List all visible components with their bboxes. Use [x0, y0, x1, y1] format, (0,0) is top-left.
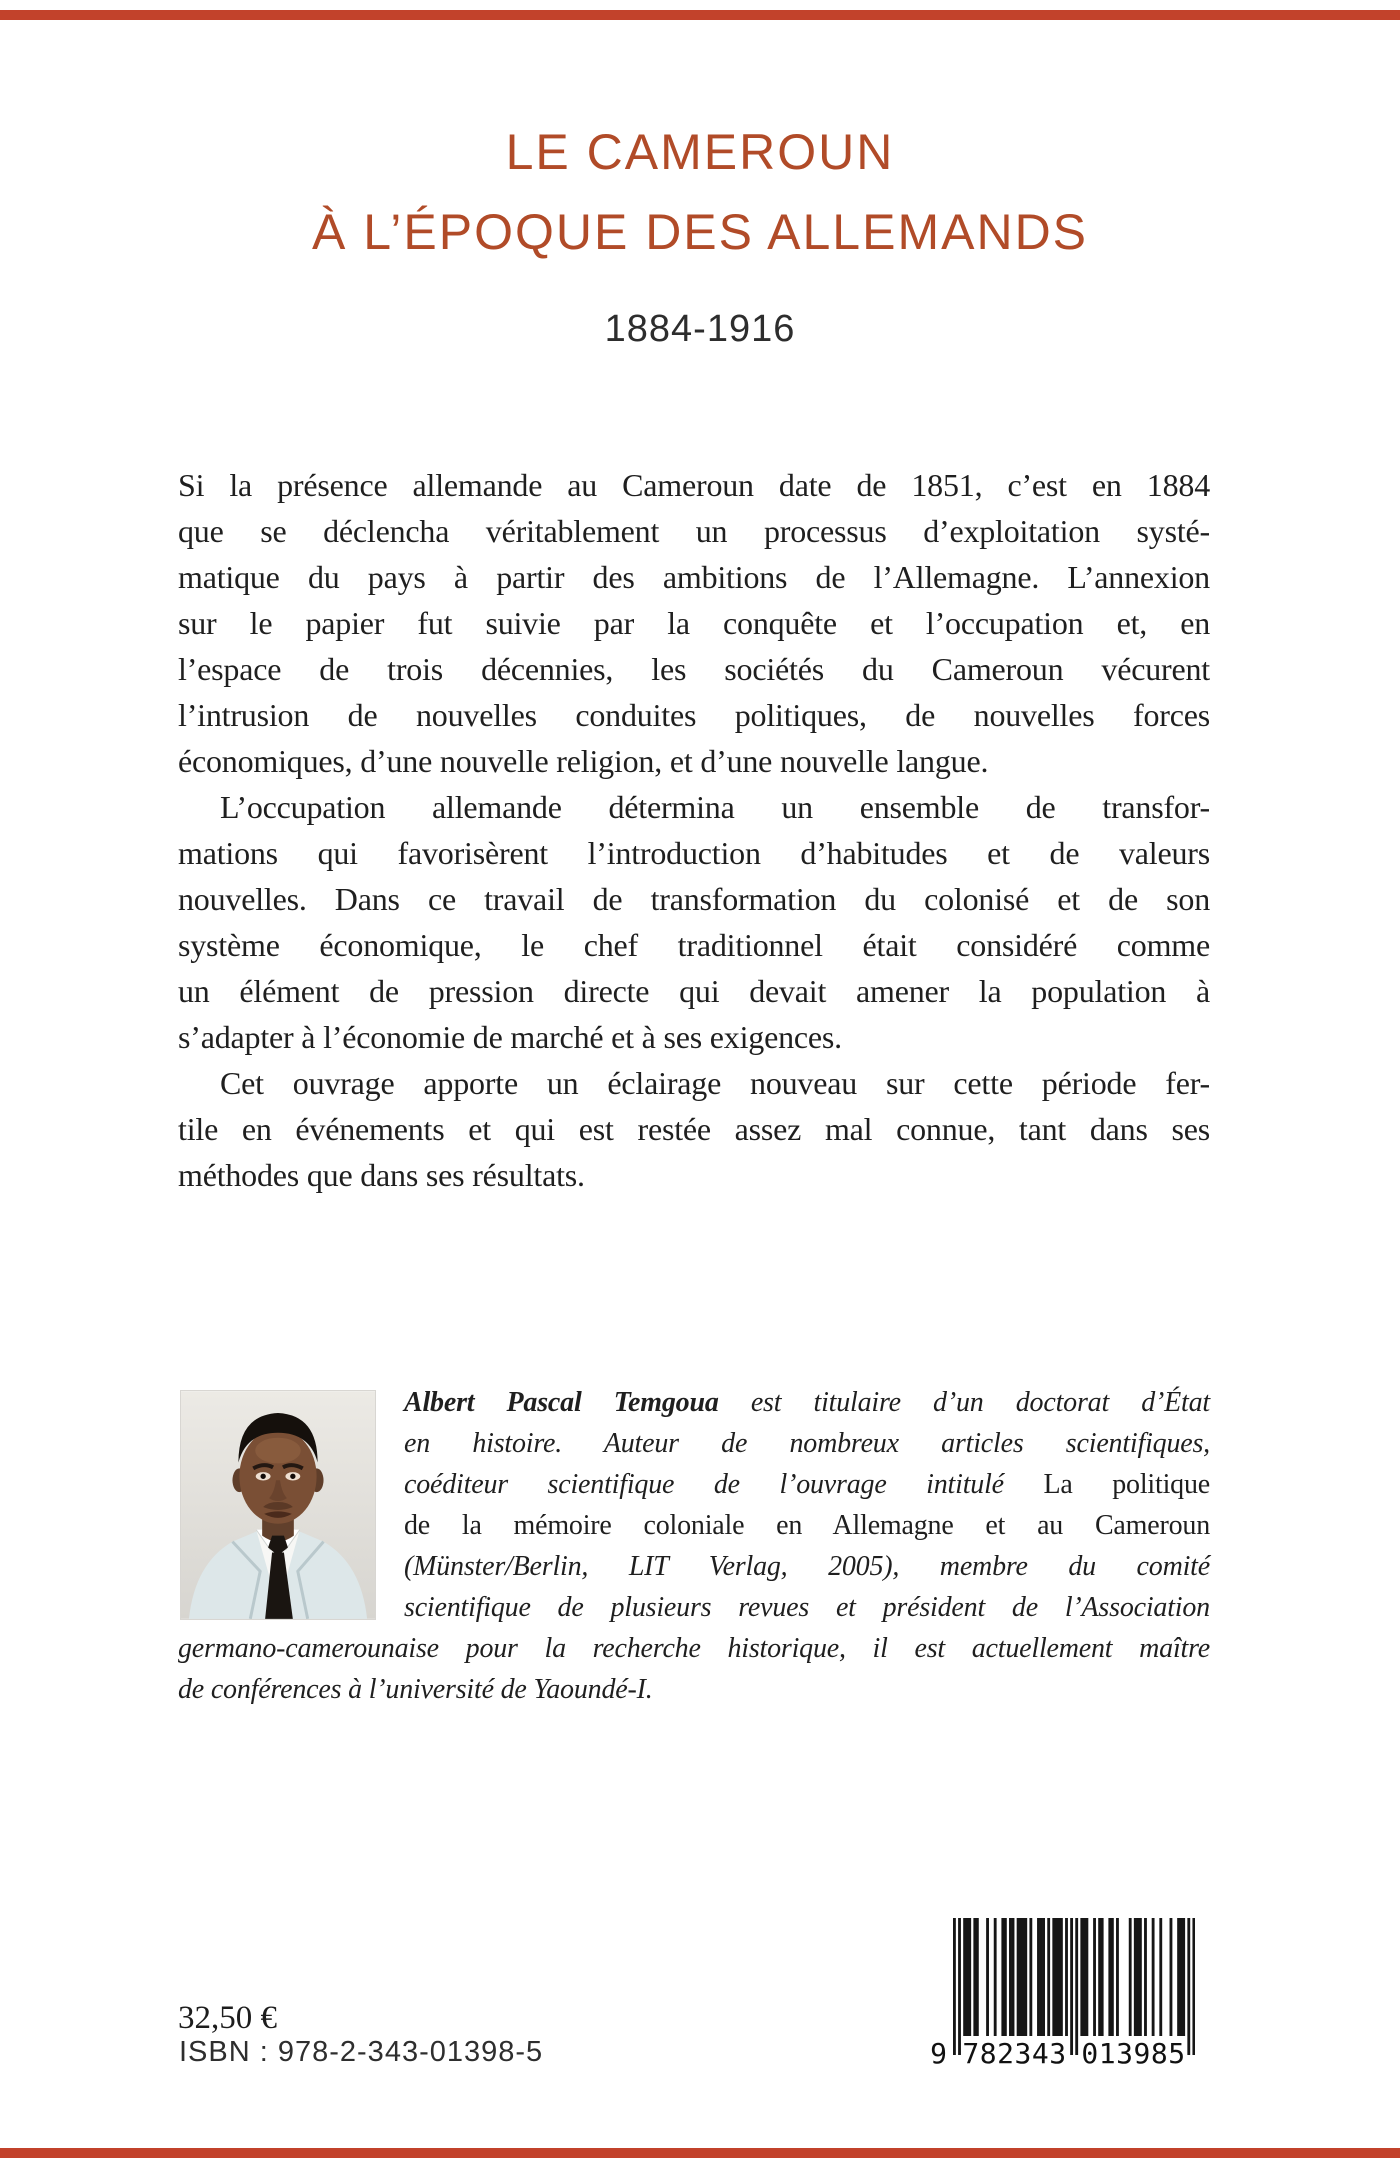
isbn-label: ISBN : 978-2-343-01398-5 — [179, 2036, 544, 2068]
bio-line: de conférences à l’université de Yaoundé-I. — [178, 1674, 653, 1705]
synopsis-line: l’intrusion de nouvelles conduites politiques, de nouvelles forces — [178, 697, 1210, 733]
synopsis-line: un élément de pression directe qui devait amener la population à — [178, 973, 1210, 1009]
synopsis-line: sur le papier fut suivie par la conquête et l’occupation et, en — [178, 605, 1210, 641]
barcode — [930, 1918, 1195, 2070]
synopsis-line: que se déclencha véritablement un processus d’exploitation systé- — [178, 513, 1210, 549]
synopsis-line: économiques, d’une nouvelle religion, et d’une nouvelle langue. — [178, 743, 989, 779]
barcode-digits-left: 782343 — [962, 2037, 1067, 2070]
bio-line: scientifique de plusieurs revues et président de l’Association — [404, 1592, 1210, 1623]
bio-line: (Münster/Berlin, LIT Verlag, 2005), membre du comité — [404, 1551, 1210, 1582]
book-title-line2: À L’ÉPOQUE DES ALLEMANDS — [311, 204, 1089, 260]
price-label: 32,50 € — [178, 2000, 277, 2036]
barcode-digit-first: 9 — [930, 2037, 947, 2070]
synopsis-line: système économique, le chef traditionnel était considéré comme — [178, 927, 1210, 963]
synopsis-line: méthodes que dans ses résultats. — [178, 1157, 585, 1193]
synopsis-line: l’espace de trois décennies, les sociétés du Cameroun vécurent — [178, 651, 1210, 687]
top-accent-band — [0, 10, 1400, 20]
bio-line — [404, 1464, 1210, 1505]
author-name: Albert Pascal Temgoua — [404, 1387, 719, 1418]
barcode-bars — [953, 1918, 1195, 2055]
synopsis-line: tile en événements et qui est restée assez mal connue, tant dans ses — [178, 1111, 1210, 1147]
synopsis — [178, 462, 1210, 1198]
synopsis-line: mations qui favorisèrent l’introduction d’habitudes et de valeurs — [178, 835, 1210, 871]
synopsis-line: matique du pays à partir des ambitions de l’Allemagne. L’annexion — [178, 559, 1210, 595]
bottom-accent-band — [0, 2148, 1400, 2158]
cited-work-title: de la mémoire coloniale en Allemagne et au Cameroun — [404, 1510, 1210, 1541]
author-bio — [178, 1382, 1210, 1710]
bio-text: est titulaire d’un doctorat d’État — [718, 1387, 1210, 1418]
bio-line: en histoire. Auteur de nombreux articles scientifiques, — [404, 1428, 1210, 1459]
book-dates: 1884-1916 — [604, 308, 796, 350]
bio-line — [404, 1382, 1210, 1423]
cited-work-title: La politique — [1003, 1469, 1210, 1500]
synopsis-line: Cet ouvrage apporte un éclairage nouveau sur cette période fer- — [220, 1065, 1210, 1101]
synopsis-line: Si la présence allemande au Cameroun date de 1851, c’est en 1884 — [178, 467, 1210, 503]
bio-line — [404, 1505, 1210, 1546]
book-title-line1: LE CAMEROUN — [505, 124, 895, 180]
synopsis-line: s’adapter à l’économie de marché et à ses exigences. — [178, 1019, 842, 1055]
synopsis-line: L’occupation allemande détermina un ensemble de transfor- — [220, 789, 1210, 825]
barcode-digits-right: 013985 — [1081, 2037, 1186, 2070]
synopsis-line: nouvelles. Dans ce travail de transformation du colonisé et de son — [178, 881, 1210, 917]
bio-line: germano-camerounaise pour la recherche historique, il est actuellement maître — [178, 1633, 1210, 1664]
bio-text: coéditeur scientifique de l’ouvrage intitulé — [404, 1469, 1004, 1500]
